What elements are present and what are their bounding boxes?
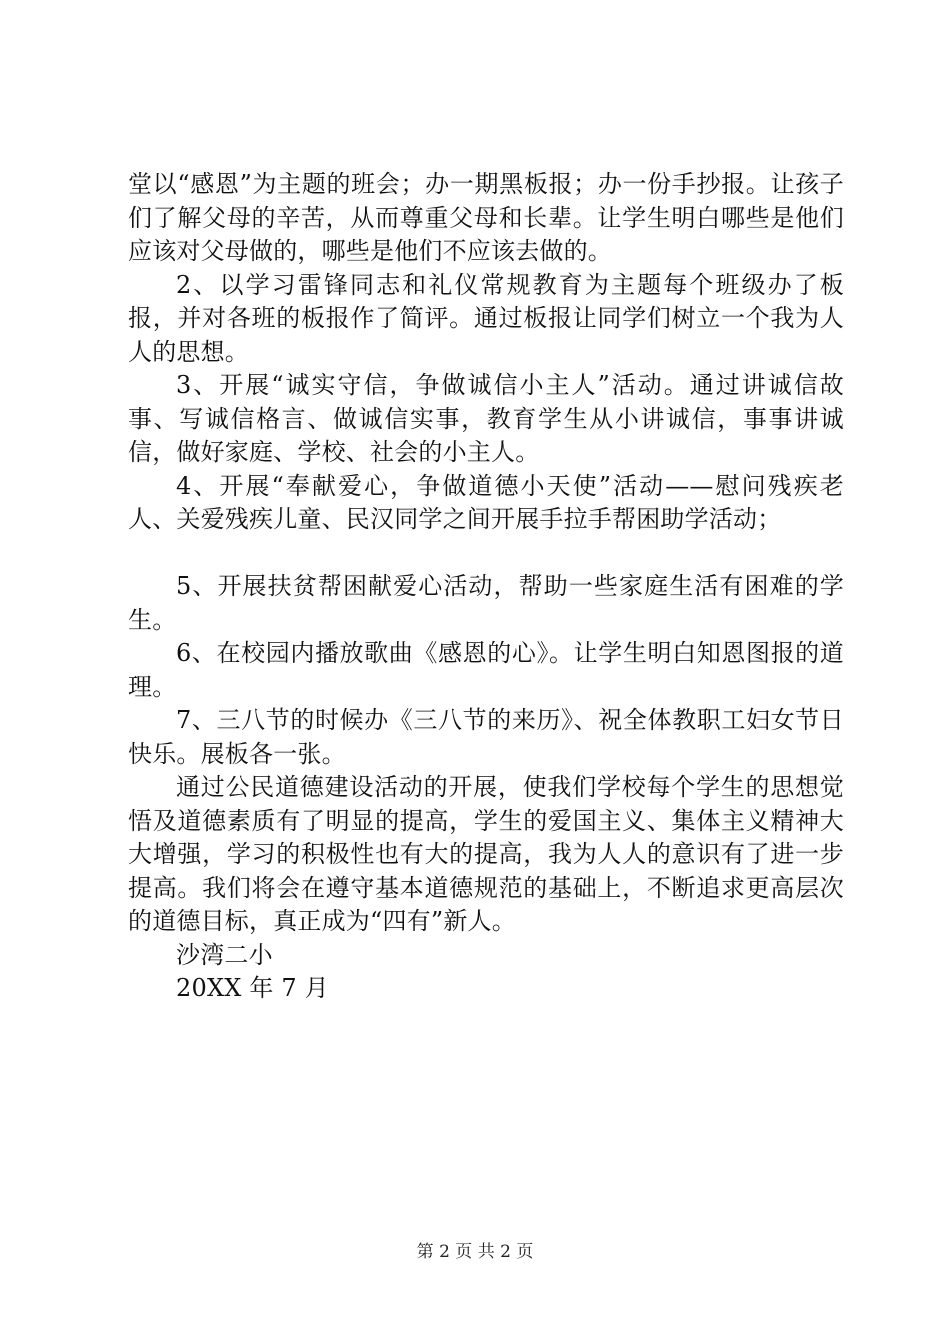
paragraph-item-2: 2、以学习雷锋同志和礼仪常规教育为主题每个班级办了板报，并对各班的板报作了简评。通过板报让同学们树立一个我为人人的思想。 [128, 270, 844, 366]
document-body [128, 168, 844, 1006]
paragraph-item-6: 6、在校园内播放歌曲《感恩的心》。让学生明白知恩图报的道理。 [128, 639, 844, 701]
page-footer: 第 2 页 共 2 页 [416, 1242, 534, 1262]
paragraph-item-3: 3、开展“诚实守信，争做诚信小主人”活动。通过讲诚信故事、写诚信格言、做诚信实事，教育学生从小讲诚信，事事讲诚信，做好家庭、学校、社会的小主人。 [128, 371, 844, 466]
paragraph-conclusion: 通过公民道德建设活动的开展，使我们学校每个学生的思想觉悟及道德素质有了明显的提高，学生的爱国主义、集体主义精神大大增强，学习的积极性也有大的提高，我为人人的意识有了进一步提高。我们将会在遵守基本道德规范的基础上，不断追求更高层次的道德目标，真正成为“四有”新人。 [128, 773, 844, 935]
paragraph-continuation: 堂以“感恩”为主题的班会；办一期黑板报；办一份手抄报。让孩子们了解父母的辛苦，从而尊重父母和长辈。让学生明白哪些是他们应该对父母做的，哪些是他们不应该去做的。 [128, 170, 844, 265]
blank-line [128, 537, 844, 571]
signature-date: 20XX 年 7 月 [176, 974, 329, 1002]
paragraph-item-4: 4、开展“奉献爱心，争做道德小天使”活动——慰问残疾老人、关爱残疾儿童、民汉同学之间开展手拉手帮困助学活动； [128, 471, 844, 533]
paragraph-item-7: 7、三八节的时候办《三八节的来历》、祝全体教职工妇女节日快乐。展板各一张。 [128, 706, 844, 768]
paragraph-item-5: 5、开展扶贫帮困献爱心活动，帮助一些家庭生活有困难的学生。 [128, 572, 844, 634]
signature-school: 沙湾二小 [176, 940, 273, 969]
